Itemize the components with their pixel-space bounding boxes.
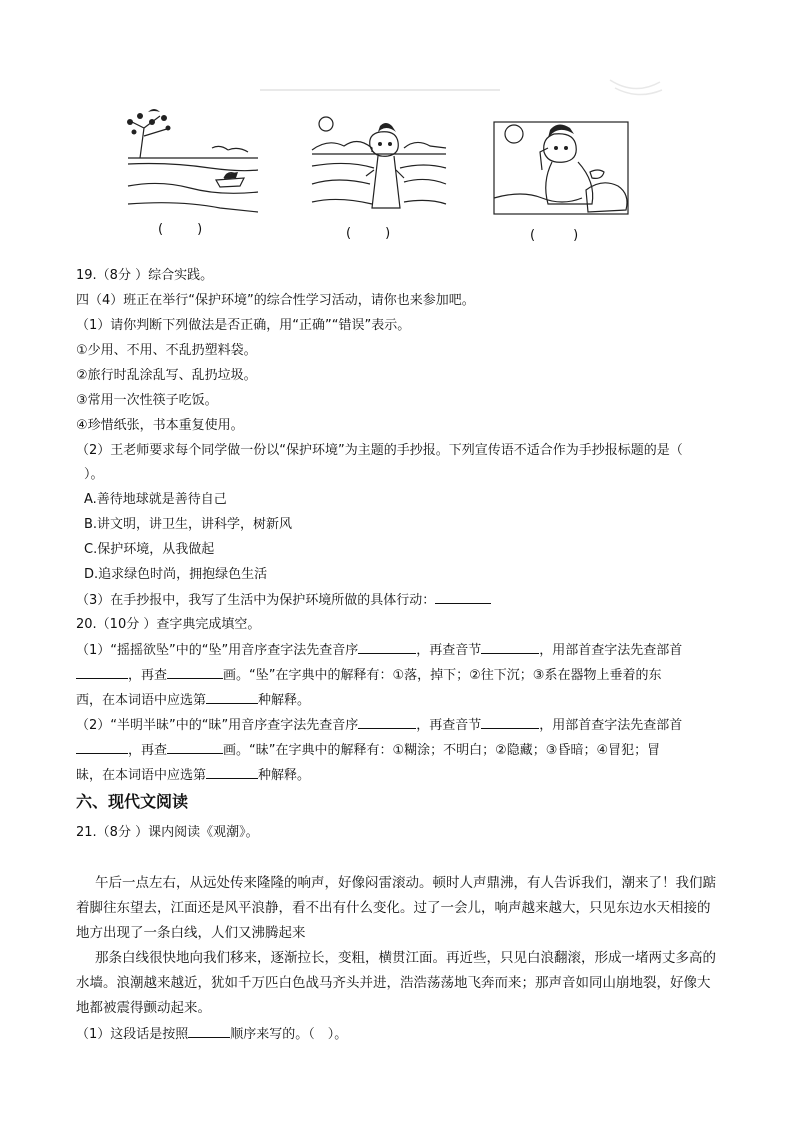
q20-1-yinxu-blank[interactable] (358, 640, 416, 654)
q19-item-2: ②旅行时乱涂乱写、乱扔垃圾。 (76, 368, 257, 383)
q20-line-6: 昧，在本词语中应选第 种解释。 (76, 765, 310, 786)
illustration-person-moon (492, 112, 634, 220)
q21-1-order-blank[interactable] (188, 1024, 230, 1038)
q20-line-3: 西，在本词语中应选第 种解释。 (76, 690, 310, 711)
q20-line-1: （1）“摇摇欲坠”中的“坠”用音序查字法先查音序 ，再查音节 ，用部首查字法先查部首 (76, 640, 682, 661)
q19-option-d: D.追求绿色时尚，拥抱绿色生活 (84, 567, 268, 582)
q19-option-b: B.讲文明，讲卫生，讲科学，树新风 (84, 517, 293, 532)
illustration-river-boat (120, 108, 262, 216)
section-title-reading: 六、现代文阅读 (76, 792, 189, 811)
q21-question-1: （1）这段话是按照 顺序来写的。（ ）。 (76, 1024, 347, 1045)
q19-option-c: C.保护环境，从我做起 (84, 542, 215, 557)
q21-passage-paragraph-1: 午后一点左右，从远处传来隆隆的响声，好像闷雷滚动。顿时人声鼎沸，有人告诉我们，潮来了！我们踮着脚往东望去，江面还是风平浪静，看不出有什么变化。过了一会儿，响声越来越大，只见东边水天相接的地方出现了一条白线，人们又沸腾起来 (76, 875, 716, 941)
q20-line-2: ，再查 画。“坠”在字典中的解释有：①落，掉下；②往下沉；③系在器物上垂着的东 (76, 665, 661, 686)
q20-2-huashu-blank[interactable] (167, 740, 223, 754)
top-faint-rule (250, 76, 670, 100)
q20-header: 20.（10分 ）查字典完成填空。 (76, 617, 261, 632)
q19-item-4: ④珍惜纸张，书本重复使用。 (76, 418, 244, 433)
picture2-answer-paren: ( ) (346, 226, 391, 241)
q20-2-jieshi-blank[interactable] (206, 765, 258, 779)
illustration-person-shore (308, 112, 450, 220)
q19-part3-blank[interactable] (435, 590, 491, 604)
q19-intro: 四（4）班正在举行“保护环境”的综合性学习活动，请你也来参加吧。 (76, 293, 475, 308)
q19-part3: （3）在手抄报中，我写了生活中为保护环境所做的具体行动： (76, 590, 491, 611)
picture3-answer-paren: ( ) (530, 228, 579, 243)
q20-2-yinxu-blank[interactable] (358, 715, 416, 729)
q20-2-bushou-blank[interactable] (76, 740, 128, 754)
q20-1-huashu-blank[interactable] (167, 665, 223, 679)
q20-1-yinjie-blank[interactable] (481, 640, 539, 654)
q19-part2-close: ）。 (84, 467, 104, 482)
q20-2-yinjie-blank[interactable] (481, 715, 539, 729)
q19-header: 19.（8分 ）综合实践。 (76, 268, 214, 283)
q19-item-1: ①少用、不用、不乱扔塑料袋。 (76, 343, 257, 358)
q21-header: 21.（8分 ）课内阅读《观潮》。 (76, 825, 259, 840)
q19-part1: （1）请你判断下列做法是否正确，用“正确”“错误”表示。 (76, 318, 411, 333)
q19-option-a: A.善待地球就是善待自己 (84, 492, 227, 507)
picture1-answer-paren: ( ) (158, 222, 203, 237)
q19-part2: （2）王老师要求每个同学做一份以“保护环境”为主题的手抄报。下列宣传语不适合作为手抄报标题的是（ (76, 443, 683, 458)
q20-1-jieshi-blank[interactable] (206, 690, 258, 704)
q20-1-bushou-blank[interactable] (76, 665, 128, 679)
q21-passage-paragraph-2: 那条白线很快地向我们移来，逐渐拉长，变粗，横贯江面。再近些，只见白浪翻滚，形成一堵两丈多高的水墙。浪潮越来越近，犹如千万匹白色战马齐头并进，浩浩荡荡地飞奔而来；那声音如同山崩地裂，好像大地都被震得颤动起来。 (76, 950, 716, 1016)
q20-line-4: （2）“半明半昧”中的“昧”用音序查字法先查音序 ，再查音节 ，用部首查字法先查部首 (76, 715, 682, 736)
q20-line-5: ，再查 画。“昧”在字典中的解释有：①糊涂；不明白；②隐藏；③昏暗；④冒犯；冒 (76, 740, 660, 761)
q19-item-3: ③常用一次性筷子吃饭。 (76, 393, 218, 408)
